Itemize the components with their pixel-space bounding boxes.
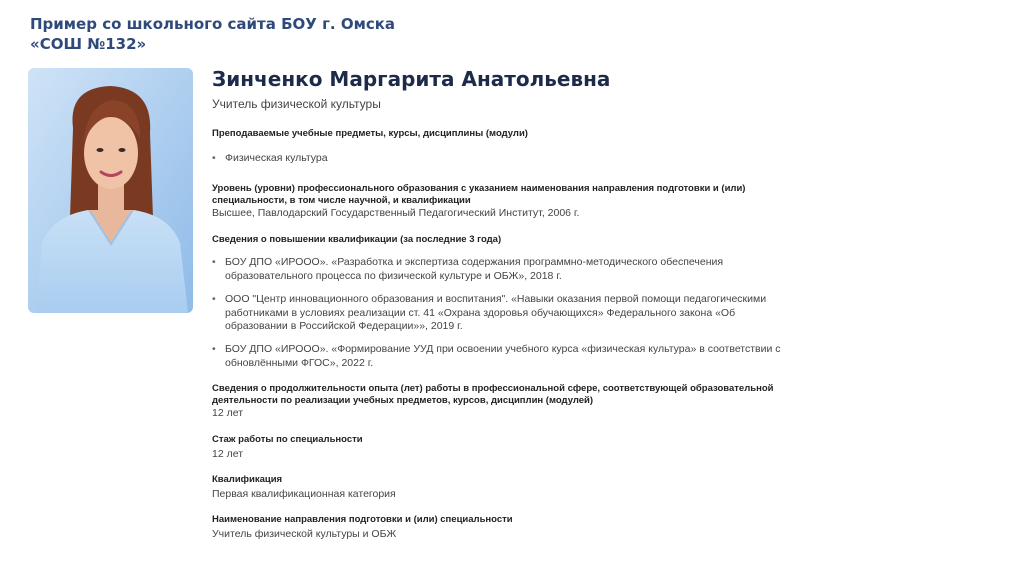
education-section <box>212 183 782 220</box>
qualification-value: Первая квалификационная категория <box>212 488 396 500</box>
education-label: Уровень (уровни) профессионального образования с указанием наименования направления подготовки и (или) специальности, в том числе научной, и квалификации <box>212 183 746 206</box>
subjects-list-wrap <box>212 152 782 166</box>
upgrade-item-1-wrap <box>212 256 782 283</box>
upgrade-item-2-wrap <box>212 293 782 334</box>
experience-label: Сведения о продолжительности опыта (лет) работы в профессиональной сфере, соответствующей образовательной деятельности по реализации учебных предметов, курсов, дисциплин (модулей) <box>212 383 774 406</box>
specialty-experience-label: Стаж работы по специальности <box>212 434 363 445</box>
specialty-experience-section <box>212 434 782 461</box>
list-item: • Физическая культура <box>212 152 782 166</box>
qualification-upgrade-section <box>212 234 782 246</box>
specialty-section <box>212 514 782 541</box>
qualification-label: Квалификация <box>212 474 283 485</box>
teacher-photo <box>28 68 193 313</box>
subjects-section <box>212 128 782 140</box>
education-value: Высшее, Павлодарский Государственный Педагогический Институт, 2006 г. <box>212 207 580 219</box>
teacher-position: Учитель физической культуры <box>212 97 381 111</box>
qualification-upgrade-label: Сведения о повышении квалификации (за последние 3 года) <box>212 234 502 245</box>
upgrade-item-3-wrap <box>212 343 782 370</box>
specialty-experience-value: 12 лет <box>212 448 244 460</box>
teacher-name: Зинченко Маргарита Анатольевна <box>212 67 611 91</box>
list-item: • БОУ ДПО «ИРООО». «Формирование УУД при освоении учебного курса «физическая культура» в соответствии с обновлёнными ФГОС», 2022 г. <box>212 343 782 370</box>
subjects-list <box>212 152 782 166</box>
specialty-value: Учитель физической культуры и ОБЖ <box>212 528 397 540</box>
teacher-profile <box>212 64 782 540</box>
list-item: • БОУ ДПО «ИРООО». «Разработка и экспертиза содержания программно-методического обеспечения образовательного процесса по физической культуре и ОБЖ», 2018 г. <box>212 256 782 283</box>
experience-value: 12 лет <box>212 407 244 419</box>
slide-title: Пример со школьного сайта БОУ г. Омска «СОШ №132» <box>30 15 396 53</box>
subjects-label: Преподаваемые учебные предметы, курсы, дисциплины (модули) <box>212 128 528 139</box>
specialty-label: Наименование направления подготовки и (или) специальности <box>212 514 513 525</box>
qualification-section <box>212 474 782 501</box>
experience-section <box>212 383 782 420</box>
list-item: • ООО "Центр инновационного образования и воспитания". «Навыки оказания первой помощи педагогическими работниками в условиях реализации ст. 41 «Охрана здоровья обучающихся» Федерального закона «Об образовании в Российской Федерации»», 2019 г. <box>212 293 782 334</box>
